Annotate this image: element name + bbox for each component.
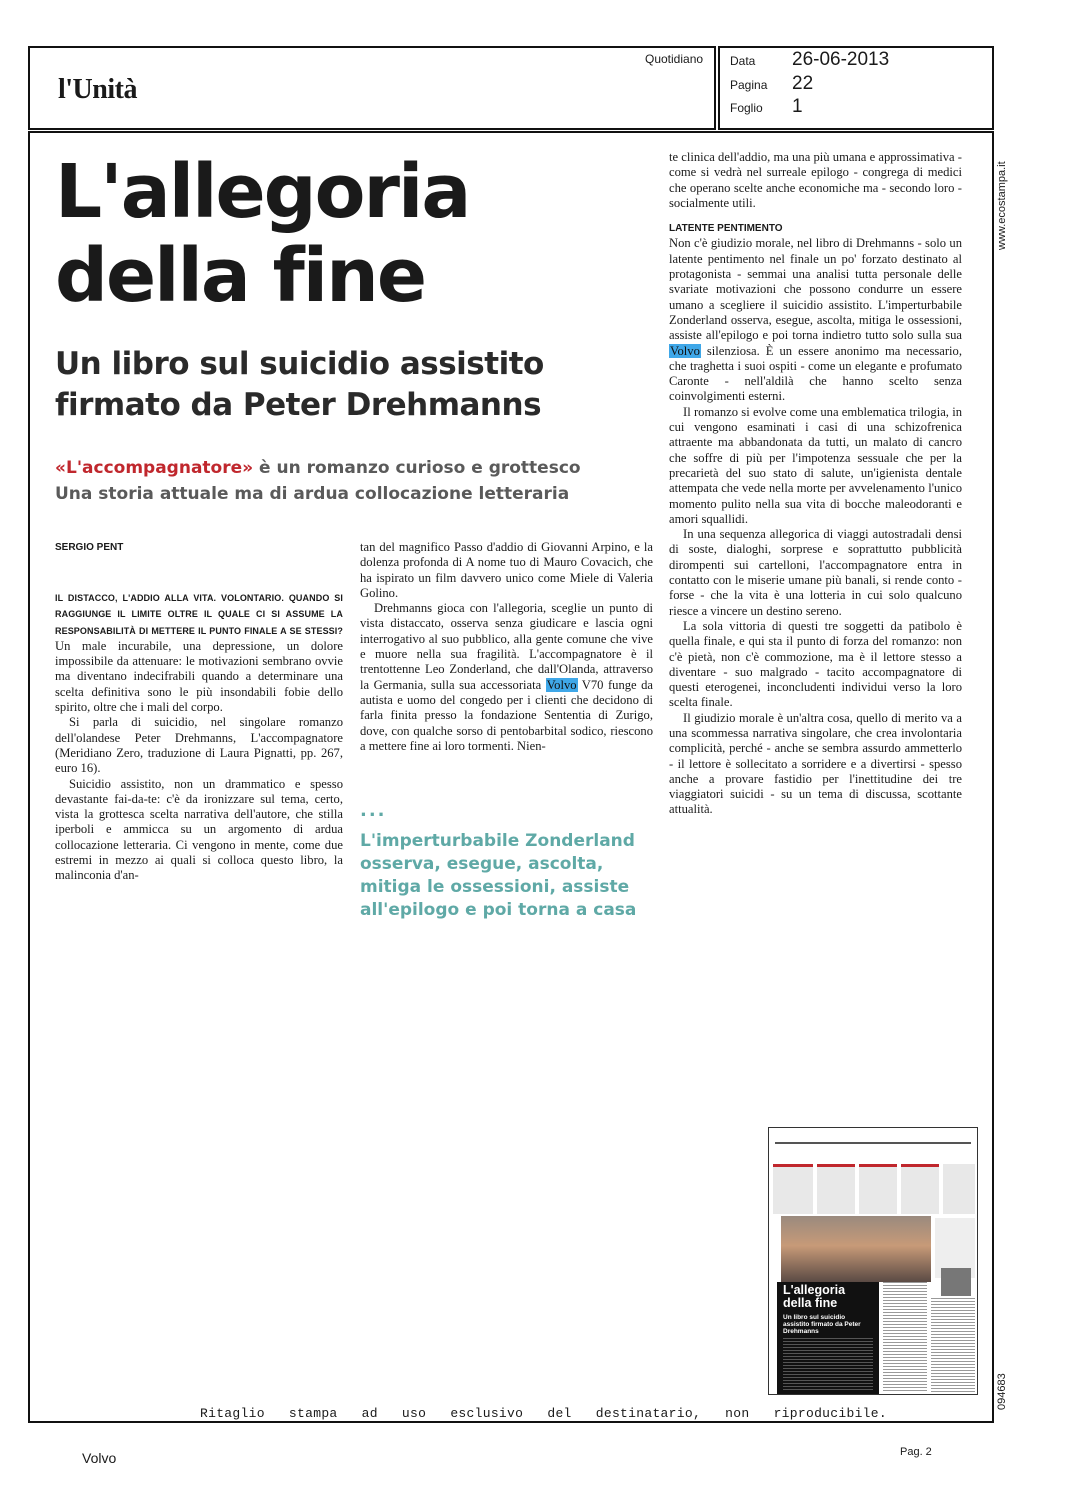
byline: SERGIO PENT bbox=[55, 542, 124, 553]
paragraph-volvo bbox=[669, 236, 962, 404]
pull-quote: L'imperturbabile Zonderland osserva, esegue, ascolta, mitiga le ossessioni, assiste all'epilogo e poi torna a casa bbox=[360, 831, 637, 920]
lead-rest: Un male incurabile, una depressione, un dolore impossibile da attenuare: le motivazioni sembrano ovvie ma diventano indecifrabili quando a determinare una scelta definitiva sono le più insondabili fobie dello spirito, oltre che i mali del corpo. bbox=[55, 638, 343, 715]
meta-value-data: 26-06-2013 bbox=[792, 49, 890, 70]
meta-value-pagina: 22 bbox=[792, 73, 814, 94]
article-title bbox=[55, 150, 469, 318]
paragraph: Suicidio assistito, non un drammatico e spesso devastante fai-da-te: c'è da ironizzare sul tema, certo, vista la grottesca scelta narrativa dell'autore, che stilla iperboli e ammicca su un argomento di ardua collocazione letteraria. Ci vengono in mente, come due estremi in mezzo ai quali si colloca questo libro, la malinconia d'an- bbox=[55, 776, 343, 883]
edition-type: Quotidiano bbox=[645, 52, 704, 66]
column-3 bbox=[669, 150, 962, 818]
meta-label-foglio: Foglio bbox=[730, 101, 763, 115]
paragraph: Il romanzo si evolve come una emblematica trilogia, in cui vengono esaminati i casi di una schizofrenica attraente ma abbandonata da tutti, un malato di cancro che soffre di più per l'impotenza sessuale che per la precarietà del suo stato di salute, un'igienista dentale attempata che vede nella morte per avvelenamento l'unico momento pulito nella sua vita di bocche maleodoranti e amori squallidi. bbox=[669, 404, 962, 526]
paragraph-text: Non c'è giudizio morale, nel libro di Drehmanns - solo un latente pentimento nel finale un po' forzato destinato al protagonista - semmai una analisi tutta personale delle svariate motivazioni che possono condurre un essere umano a scegliere il suicidio assistito. L'imperturbabile Zonderland osserva, esegue, ascolta, mitiga le ossessioni, assiste all'epilogo e poi torna indietro tutto solo sulla sua bbox=[669, 236, 962, 343]
highlight-volvo: Volvo bbox=[670, 343, 700, 358]
paragraph-volvo bbox=[360, 601, 653, 754]
newspaper-logo: l'Unità bbox=[58, 74, 137, 105]
title-line-2: della fine bbox=[55, 233, 426, 319]
highlight-volvo: Volvo bbox=[546, 677, 577, 692]
paragraph: Si parla di suicidio, nel singolare romanzo dell'olandese Peter Drehmanns, L'accompagnatore (Meridiano Zero, traduzione di Laura Pignatti, pp. 267, euro 16). bbox=[55, 715, 343, 776]
kicker-line-1 bbox=[55, 458, 581, 478]
thumbnail-title bbox=[783, 1284, 845, 1310]
lead-paragraph bbox=[55, 590, 343, 715]
paragraph-text: V70 funge da autista e uomo del congedo per i clienti che decidono di farla finita presso la fondazione Sententia di Zurigo, dove, con qualche sorso di pentobarbital sodico, riescono a mettere fine ai loro tormenti. Nien- bbox=[360, 677, 653, 753]
kicker-book-title: «L'accompagnatore» bbox=[55, 458, 254, 478]
paragraph: In una sequenza allegorica di viaggi autostradali densi di soste, dialoghi, sorprese e soprattutto pubblicità dirompenti sui cartelloni, l'accompagnatore entra in contatto con le miserie umane più banali, si rende conto - forse - che la vita è una lotteria in cui solo qualcuno riesce a vincere un destino sereno. bbox=[669, 527, 962, 618]
thumbnail-subtitle: Un libro sul suicidio assistito firmato da Peter Drehmanns bbox=[783, 1314, 861, 1335]
subheading: LATENTE PENTIMENTO bbox=[669, 223, 783, 235]
paragraph: te clinica dell'addio, ma una più umana e approssimativa - come si vedrà nel surreale epilogo - congrega di medici che operano scelte anche economiche ma - secondo loro - socialmente utili. bbox=[669, 150, 962, 210]
thumbnail-title-2: della fine bbox=[783, 1296, 838, 1310]
subtitle-line-2: firmato da Peter Drehmanns bbox=[55, 387, 542, 423]
ecostampa-url: www.ecostampa.it bbox=[996, 161, 1008, 250]
meta-value-foglio: 1 bbox=[792, 96, 803, 117]
thumbnail-photo bbox=[781, 1216, 931, 1282]
footer-page-number: Pag. 2 bbox=[900, 1446, 932, 1458]
article-subtitle bbox=[55, 344, 544, 426]
paragraph: La sola vittoria di questi tre soggetti da patibolo è quella finale, e qui sta il punto di forza del romanzo: non c'è pietà, non c'è commozione, ma è il lettore stesso a diventare - suo malgrado - tacito accompagnatore di questi eterogenei, inconcludenti individui verso la loro scelta finale. bbox=[669, 618, 962, 710]
meta-label-data: Data bbox=[730, 54, 756, 68]
meta-label-pagina: Pagina bbox=[730, 78, 768, 92]
pull-quote-dots: ... bbox=[360, 800, 387, 821]
paragraph: tan del magnifico Passo d'addio di Giovanni Arpino, e la dolenza profonda di A nome tuo di Mauro Covacich, che ha ispirato un film davvero unico come Miele di Valeria Golino. bbox=[360, 540, 653, 600]
column-1 bbox=[55, 590, 343, 884]
footer-keyword: Volvo bbox=[82, 1450, 117, 1466]
column-2 bbox=[360, 540, 653, 754]
thumbnail-title-1: L'allegoria bbox=[783, 1283, 846, 1297]
lead-caps: IL DISTACCO, L'ADDIO ALLA VITA. VOLONTARIO. QUANDO SI RAGGIUNGE IL LIMITE OLTRE IL QUALE CI SI ASSUME LA RESPONSABILITÀ DI METTERE IL PUNTO FINALE A SE STESSI? bbox=[55, 593, 343, 636]
paragraph-text: Drehmanns gioca con l'allegoria, sceglie un punto di vista distaccato, osserva senza giudicare e lascia ogni interrogativo al suo pubblico, alla gente comune che vive e muore nella sua fragilità. L'accompagnatore è il trentottenne Leo Zonderland, che dall'Olanda, attraverso la Germania, sulla sua accessoriata bbox=[360, 601, 653, 692]
kicker-line-2: Una storia attuale ma di ardua collocazione letteraria bbox=[55, 484, 570, 504]
title-line-1: L'allegoria bbox=[55, 149, 470, 235]
thumbnail-portrait bbox=[941, 1268, 971, 1296]
clipping-code: 094683 bbox=[996, 1373, 1008, 1410]
subtitle-line-1: Un libro sul suicidio assistito bbox=[55, 346, 544, 382]
page-thumbnail bbox=[768, 1127, 978, 1395]
disclaimer: Ritaglio stampa ad uso esclusivo del destinatario, non riproducibile. bbox=[200, 1406, 887, 1421]
kicker-rest: è un romanzo curioso e grottesco bbox=[253, 458, 581, 478]
paragraph-text: silenziosa. È un essere anonimo ma necessario, che traghetta i suoi ospiti - come un elegante e profumato Caronte - nell'aldilà che hanno scelto senza coinvolgimenti esterni. bbox=[669, 343, 962, 404]
paragraph: Il giudizio morale è un'altra cosa, quello di merito va a una scommessa narrativa singolare, che crea involontaria complicità, perché - anche se sembra assurdo ammetterlo - il lettore è sollecitato a sorridere e a divertirsi - spesso anche a provare fastidio per l'inettitudine dei tre viaggiatori suicidi - su un tema di discussa, scottante attualità. bbox=[669, 710, 962, 817]
